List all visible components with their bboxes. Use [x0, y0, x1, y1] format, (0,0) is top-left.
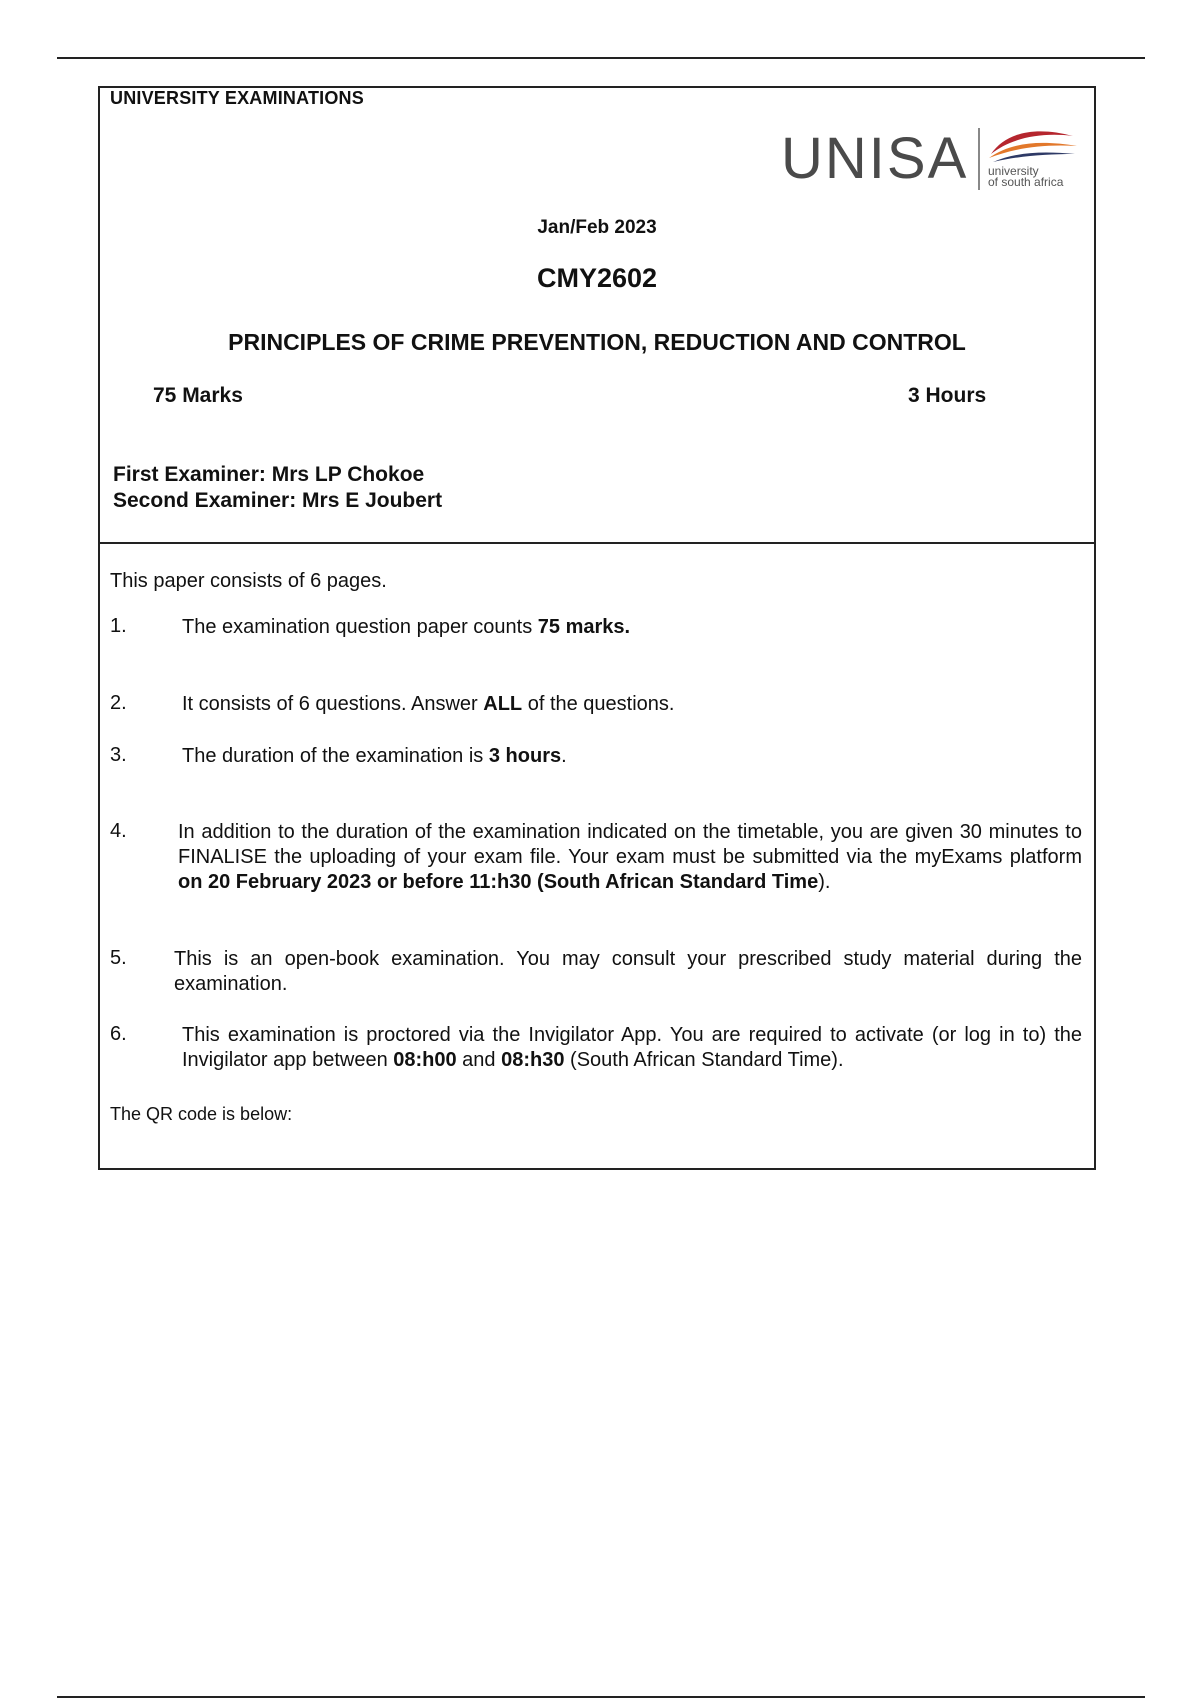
logo-wordmark: UNISA — [781, 126, 969, 191]
instruction-item-3 — [182, 744, 1082, 769]
cover-header — [100, 88, 1094, 544]
instruction-number: 3. — [110, 744, 127, 766]
instruction-text: of the questions. — [522, 693, 675, 715]
instruction-emphasis: 08:h30 — [501, 1049, 565, 1071]
exam-duration: 3 Hours — [908, 384, 987, 407]
logo-swoosh-icon — [981, 124, 1081, 164]
qr-code-note: The QR code is below: — [110, 1104, 293, 1124]
top-rule — [57, 57, 1145, 59]
instruction-emphasis: 3 hours — [488, 745, 562, 767]
exam-heading: UNIVERSITY EXAMINATIONS — [110, 88, 364, 108]
instruction-item-2 — [182, 692, 1082, 717]
instruction-text: The examination question paper counts — [182, 616, 538, 638]
instruction-emphasis: on 20 February 2023 or before 11:h30 (South African Standard Time — [178, 871, 819, 893]
first-examiner: First Examiner: Mrs LP Chokoe — [113, 463, 425, 486]
second-examiner: Second Examiner: Mrs E Joubert — [113, 489, 443, 512]
instruction-text: (South African Standard Time). — [564, 1049, 844, 1071]
instruction-number: 1. — [110, 615, 127, 637]
instruction-number: 2. — [110, 692, 127, 714]
instruction-text: In addition to the duration of the examination indicated on the timetable, you are given 30 minutes to FINALISE the uploading of your exam file. Your exam must be submitted via the myExams platform — [178, 821, 1082, 868]
total-marks: 75 Marks — [153, 384, 243, 407]
instruction-number: 4. — [110, 820, 127, 842]
instruction-text: ). — [818, 871, 831, 893]
exam-cover-frame — [98, 86, 1096, 1170]
instruction-number: 6. — [110, 1023, 127, 1045]
logo-subtitle — [988, 166, 1063, 188]
instruction-emphasis: 75 marks. — [537, 616, 631, 638]
logo-divider — [978, 128, 980, 190]
instruction-text: This is an open-book examination. You may consult your prescribed study material during the examination. — [174, 948, 1082, 995]
module-code: CMY2602 — [536, 263, 658, 293]
unisa-logo — [781, 124, 1081, 194]
instruction-item-5 — [174, 947, 1082, 997]
instruction-item-4 — [178, 820, 1082, 895]
logo-subtitle-line-2: of south africa — [988, 175, 1064, 189]
instruction-text: This examination is proctored via the Invigilator App. You are required to activate (or log in to) the Invigilator app between — [182, 1024, 1082, 1071]
instruction-text: The duration of the examination is — [182, 745, 489, 767]
instruction-number: 5. — [110, 947, 127, 969]
module-title: PRINCIPLES OF CRIME PREVENTION, REDUCTION AND CONTROL — [228, 329, 966, 355]
instruction-emphasis: ALL — [483, 693, 523, 715]
page-count-note: This paper consists of 6 pages. — [110, 570, 387, 592]
instruction-item-1 — [182, 615, 1082, 640]
instruction-text: and — [456, 1049, 502, 1071]
instruction-text: It consists of 6 questions. Answer — [182, 693, 484, 715]
instruction-text: . — [561, 745, 567, 767]
bottom-rule — [57, 1696, 1145, 1698]
exam-date: Jan/Feb 2023 — [537, 217, 657, 238]
logo-subtitle-line-1: university — [988, 164, 1039, 178]
instruction-item-6 — [182, 1023, 1082, 1073]
instruction-emphasis: 08:h00 — [393, 1049, 457, 1071]
